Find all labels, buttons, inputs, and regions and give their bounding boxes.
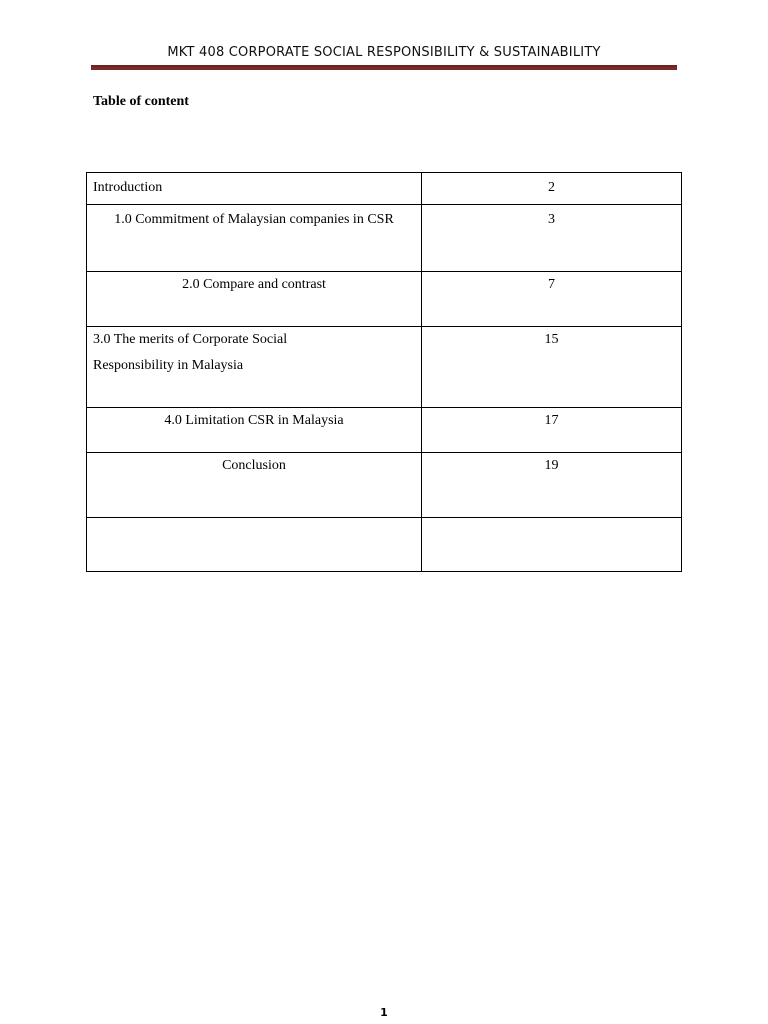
- toc-page-number: 3: [421, 205, 681, 272]
- toc-page-number: [421, 518, 681, 572]
- toc-page-number: 17: [421, 408, 681, 453]
- toc-page-number: 19: [421, 453, 681, 518]
- table-row: [87, 453, 682, 518]
- toc-page-number: 7: [421, 272, 681, 327]
- toc-entry: [87, 518, 422, 572]
- table-row: [87, 205, 682, 272]
- table-row: [87, 518, 682, 572]
- toc-page-number: 15: [421, 327, 681, 408]
- header-rule: [91, 65, 677, 70]
- toc-heading: Table of content: [93, 94, 189, 109]
- page-number: 1: [380, 1006, 388, 1019]
- table-row: [87, 272, 682, 327]
- toc-entry: 4.0 Limitation CSR in Malaysia: [87, 408, 422, 453]
- toc-entry: 3.0 The merits of Corporate Social Responsibility in Malaysia: [87, 327, 422, 408]
- table-row: [87, 327, 682, 408]
- table-row: [87, 173, 682, 205]
- header-title: MKT 408 CORPORATE SOCIAL RESPONSIBILITY & SUSTAINABILITY: [167, 45, 601, 60]
- table-row: [87, 408, 682, 453]
- toc-entry: 2.0 Compare and contrast: [87, 272, 422, 327]
- toc-page-number: 2: [421, 173, 681, 205]
- toc-entry: Introduction: [87, 173, 422, 205]
- toc-table: [86, 172, 682, 572]
- toc-entry: 1.0 Commitment of Malaysian companies in CSR: [87, 205, 422, 272]
- toc-entry: Conclusion: [87, 453, 422, 518]
